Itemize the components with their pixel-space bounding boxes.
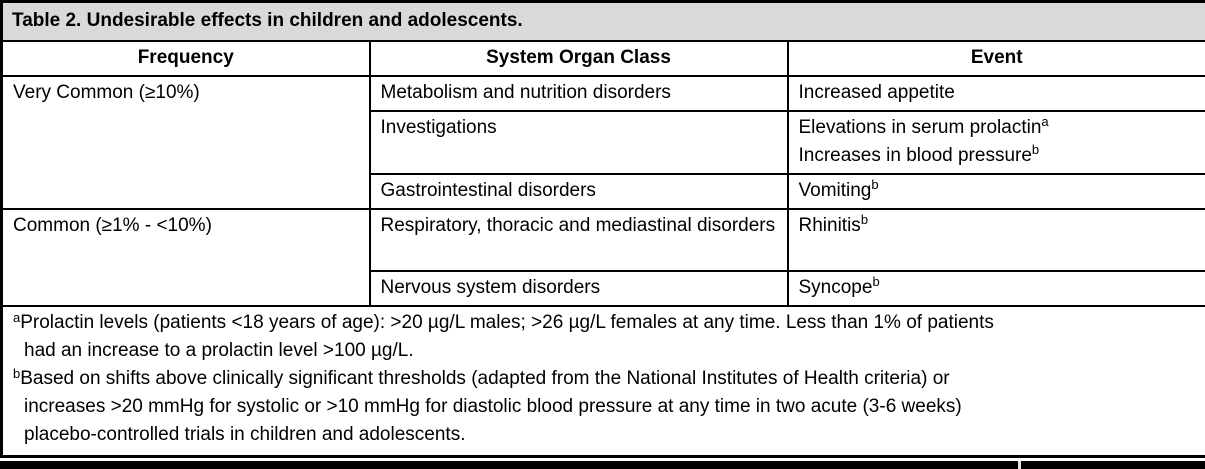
next-section-column-notch — [1018, 461, 1021, 469]
soc-cell: Gastrointestinal disorders — [370, 174, 788, 209]
table-row — [2, 76, 1205, 111]
table-title-row — [2, 2, 1205, 42]
event-footnote-marker: b — [871, 177, 878, 192]
footnote-marker: a — [13, 310, 20, 325]
event-cell — [788, 174, 1205, 209]
footnotes-row — [2, 306, 1205, 457]
table-row — [2, 209, 1205, 271]
event-text: Elevations in serum prolactin — [799, 117, 1042, 138]
footnote-marker: b — [13, 366, 20, 381]
event-footnote-marker: b — [861, 212, 868, 227]
event-footnote-marker: a — [1041, 114, 1048, 129]
column-header-event: Event — [788, 41, 1205, 76]
footnote-a — [13, 309, 1196, 365]
footnote-text: Prolactin levels (patients <18 years of age): >20 µg/L males; >26 µg/L females at any time. Less than 1% of patients had an increase to a prolactin level >100 µg/L. — [20, 312, 994, 361]
event-text: Vomiting — [799, 180, 872, 201]
table-title: Table 2. Undesirable effects in children and adolescents. — [2, 2, 1205, 42]
event-text: Rhinitis — [799, 215, 861, 236]
footnote-text: Based on shifts above clinically significant thresholds (adapted from the National Institutes of Health criteria) or increases >20 mmHg for systolic or >10 mmHg for diastolic blood pressure at any time in two acute (3-6 weeks) placebo-controlled trials in children and adolescents. — [20, 368, 961, 445]
soc-cell: Nervous system disorders — [370, 271, 788, 306]
soc-cell: Respiratory, thoracic and mediastinal disorders — [370, 209, 788, 271]
event-cell — [788, 271, 1205, 306]
next-section-top-bar — [0, 461, 1205, 469]
event-text: Syncope — [799, 277, 873, 298]
column-header-system-organ-class: System Organ Class — [370, 41, 788, 76]
frequency-cell-very-common: Very Common (≥10%) — [2, 76, 370, 209]
event-cell — [788, 111, 1205, 174]
event-text: Increases in blood pressure — [799, 145, 1032, 166]
footnotes-block — [2, 306, 1205, 457]
event-footnote-marker: b — [872, 274, 879, 289]
table-header-row — [2, 41, 1205, 76]
soc-cell: Metabolism and nutrition disorders — [370, 76, 788, 111]
frequency-cell-common: Common (≥1% - <10%) — [2, 209, 370, 306]
event-cell — [788, 76, 1205, 111]
event-footnote-marker: b — [1032, 142, 1039, 157]
column-header-frequency: Frequency — [2, 41, 370, 76]
footnote-b — [13, 365, 1196, 449]
soc-cell: Investigations — [370, 111, 788, 174]
event-text: Increased appetite — [799, 82, 955, 103]
event-cell — [788, 209, 1205, 271]
